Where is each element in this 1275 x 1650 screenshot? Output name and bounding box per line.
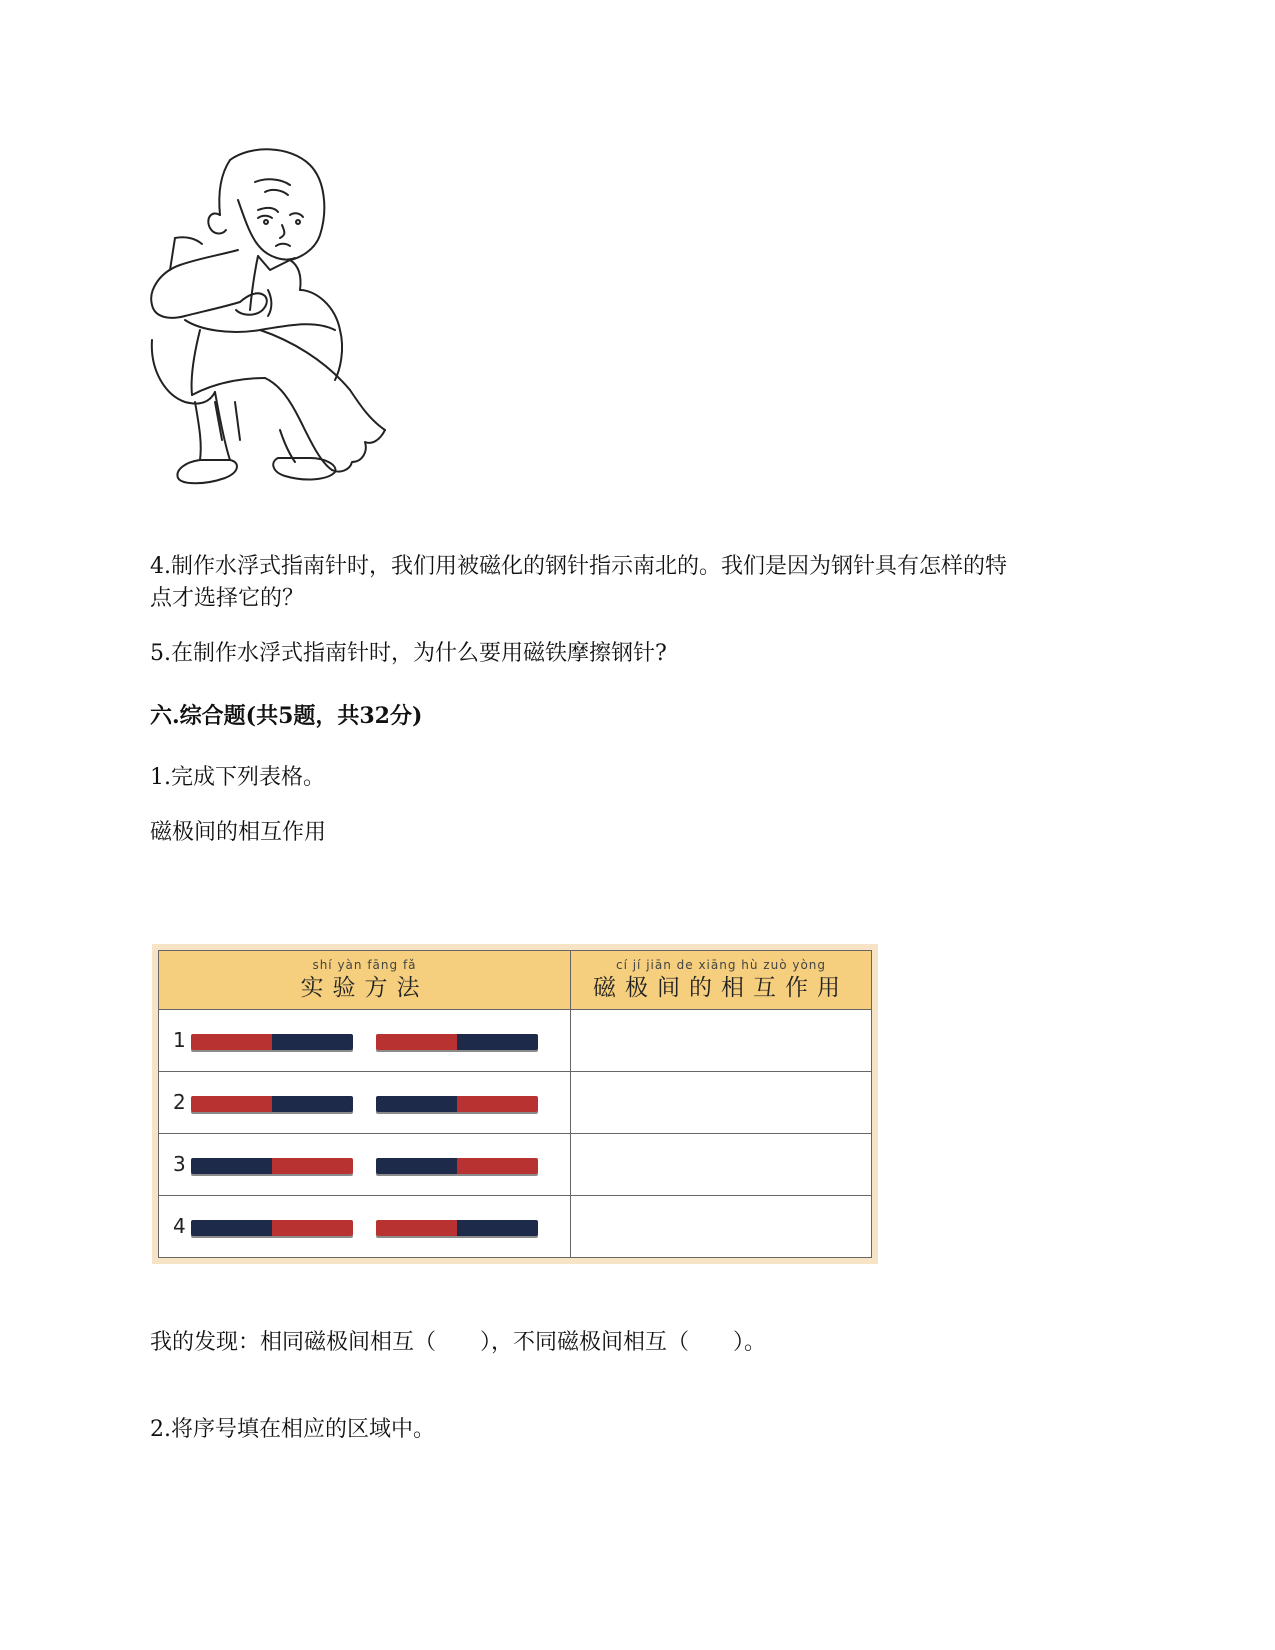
bar-magnet-left: [191, 1158, 353, 1174]
magnet-pole: [191, 1096, 272, 1112]
magnet-pole: [457, 1096, 538, 1112]
bar-magnet-right: [376, 1034, 538, 1050]
magnet-pole-table: [158, 950, 872, 1258]
row-number: 1: [173, 1028, 186, 1052]
effect-answer-cell[interactable]: [571, 1010, 872, 1072]
table-row: [159, 1196, 872, 1258]
bar-magnet-right: [376, 1096, 538, 1112]
table-row: [159, 1010, 872, 1072]
bar-magnet-right: [376, 1158, 538, 1174]
magnet-pole: [272, 1220, 353, 1236]
magnet-pole: [191, 1034, 272, 1050]
magnet-pole: [376, 1158, 457, 1174]
magnet-pole: [272, 1158, 353, 1174]
bar-magnet-right: [376, 1220, 538, 1236]
effect-answer-cell[interactable]: [571, 1134, 872, 1196]
header-method-text: 实验方法: [300, 975, 429, 1001]
magnet-pole-table-frame: [152, 944, 878, 1264]
bar-magnet-left: [191, 1034, 353, 1050]
bar-magnet-left: [191, 1220, 353, 1236]
magnet-pole: [376, 1096, 457, 1112]
question-1-prompt: 1.完成下列表格。: [150, 765, 325, 790]
method-cell: [159, 1010, 571, 1072]
finding-sentence: 我的发现：相同磁极间相互（ ），不同磁极间相互（ ）。: [150, 1330, 767, 1355]
magnet-pole: [376, 1034, 457, 1050]
method-cell: [159, 1072, 571, 1134]
table-subtitle: 磁极间的相互作用: [150, 820, 327, 845]
header-effect-text: 磁极间的相互作用: [593, 975, 849, 1001]
magnet-pole: [457, 1158, 538, 1174]
header-method: [159, 951, 571, 1010]
header-effect-pinyin: cí jí jiān de xiāng hù zuò yòng: [615, 958, 827, 972]
question-4-line-1: 4.制作水浮式指南针时，我们用被磁化的钢针指示南北的。我们是因为钢针具有怎样的特: [150, 554, 1007, 579]
table-row: [159, 1134, 872, 1196]
table-row: [159, 1072, 872, 1134]
magnet-pole: [457, 1034, 538, 1050]
magnet-pole: [457, 1220, 538, 1236]
magnet-pole: [191, 1158, 272, 1174]
magnet-pole: [376, 1220, 457, 1236]
question-5: 5.在制作水浮式指南针时，为什么要用磁铁摩擦钢针?: [150, 641, 667, 666]
table-header-row: [159, 951, 872, 1010]
header-effect: [571, 951, 872, 1010]
section-heading: 六.综合题(共5题，共32分): [150, 703, 423, 729]
question-4-line-2: 点才选择它的？: [150, 586, 305, 611]
bar-magnet-left: [191, 1096, 353, 1112]
magnet-pole: [272, 1096, 353, 1112]
magnet-pole: [191, 1220, 272, 1236]
effect-answer-cell[interactable]: [571, 1196, 872, 1258]
method-cell: [159, 1134, 571, 1196]
row-number: 3: [173, 1152, 186, 1176]
method-cell: [159, 1196, 571, 1258]
row-number: 2: [173, 1090, 186, 1114]
grandmother-sewing-illustration: [140, 140, 410, 510]
question-2-prompt: 2.将序号填在相应的区域中。: [150, 1417, 435, 1442]
magnet-pole: [272, 1034, 353, 1050]
row-number: 4: [173, 1214, 186, 1238]
header-method-pinyin: shí yàn fāng fǎ: [312, 958, 417, 972]
effect-answer-cell[interactable]: [571, 1072, 872, 1134]
